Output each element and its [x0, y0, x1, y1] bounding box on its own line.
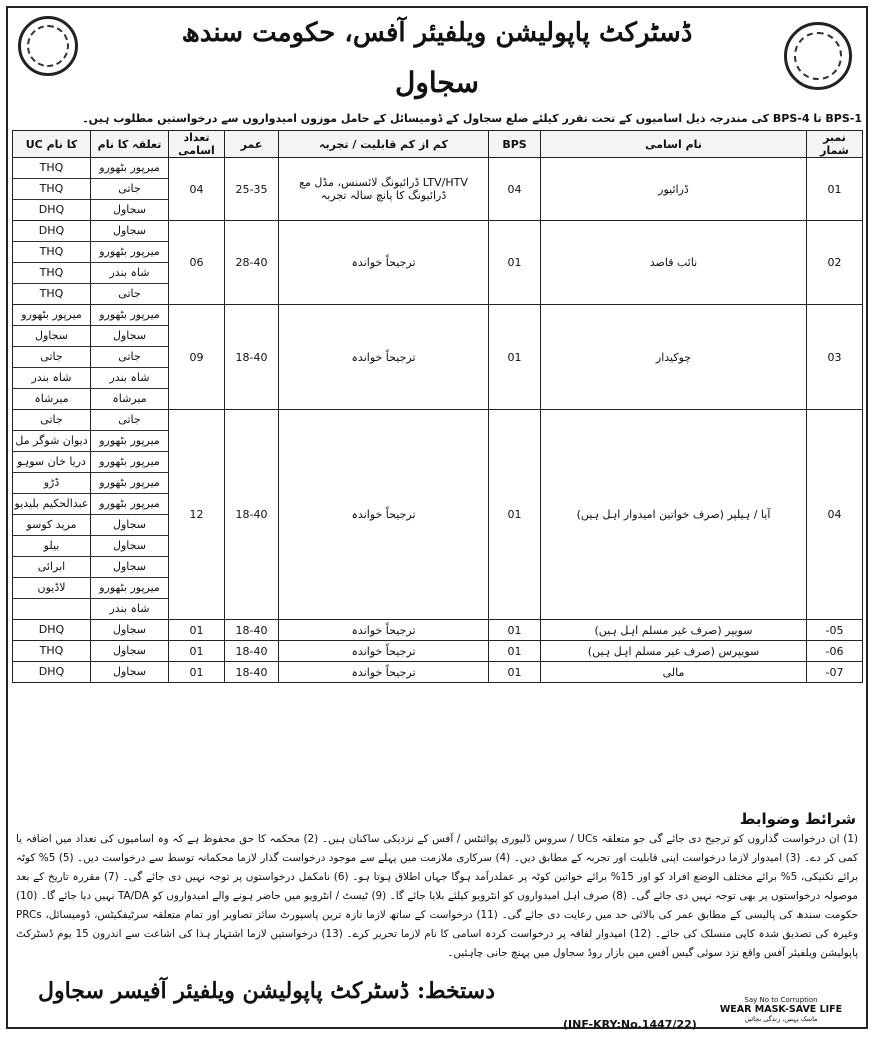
qualification-cell: ترجیحاً خواندہ [279, 305, 489, 410]
count-cell: 09 [169, 305, 225, 410]
slogan-top: Say No to Corruption [744, 996, 818, 1004]
taluka-cell [91, 641, 169, 662]
uc-cell-item: DHQ [38, 203, 65, 216]
taluka-cell-item: سجاول [113, 203, 146, 216]
post-cell: سویپر (صرف غیر مسلم اہل ہیں) [541, 620, 807, 641]
uc-cell-item: DHQ [13, 221, 90, 242]
uc-cell [13, 641, 91, 662]
bps-cell: 01 [489, 620, 541, 641]
uc-cell-item [13, 599, 90, 619]
post-cell: چوکیدار [541, 305, 807, 410]
uc-cell-item: مرید کوسو [13, 515, 90, 536]
table-row [13, 158, 863, 221]
serial-cell: -05 [807, 620, 863, 641]
population-welfare-logo-icon [784, 22, 852, 90]
uc-cell-item: THQ [13, 179, 90, 200]
header-age: عمر [225, 131, 279, 158]
reference-number: (INF-KRY:No.1447/22) [563, 1018, 697, 1031]
count-cell: 04 [169, 158, 225, 221]
uc-cell-item: دریا خان سوہو [13, 452, 90, 473]
taluka-cell-item: سجاول [91, 326, 168, 347]
qualification-cell: LTV/HTV ڈرائیونگ لائسنس، مڈل مع ڈرائیونگ کا پانچ سالہ تجربہ [279, 158, 489, 221]
taluka-cell-item: میرپور بٹھورو [91, 452, 168, 473]
taluka-cell-item: میرپور بٹھورو [91, 431, 168, 452]
header-uc: UC کا نام [13, 131, 91, 158]
taluka-cell-item: سجاول [113, 665, 146, 678]
uc-cell-item: جاتی [13, 347, 90, 368]
age-cell: 18-40 [225, 662, 279, 683]
taluka-cell [91, 662, 169, 683]
government-seal-icon [18, 16, 78, 76]
qualification-cell: ترجیحاً خواندہ [279, 221, 489, 305]
serial-cell: 04 [807, 410, 863, 620]
taluka-cell-item: میرپور بٹھورو [91, 305, 168, 326]
uc-cell-item: شاہ بندر [13, 368, 90, 389]
rules-title: شرائط وضوابط [739, 810, 856, 828]
age-cell: 18-40 [225, 305, 279, 410]
taluka-cell-item: جاتی [91, 410, 168, 431]
age-cell: 25-35 [225, 158, 279, 221]
taluka-cell [91, 410, 169, 620]
intro-text: BPS-1 تا BPS-4 کی مندرجہ ذیل اسامیوں کے تحت تقرر کیلئے ضلع سجاول کے ڈومیسائل کے حامل موزوں امیدواروں سے درخواستیں مطلوب ہیں۔ [82, 112, 862, 125]
signature: دستخط: ڈسٹرکٹ پاپولیشن ویلفیئر آفیسر سجاول [38, 978, 496, 1004]
count-cell: 12 [169, 410, 225, 620]
bps-cell: 01 [489, 221, 541, 305]
table-row [13, 221, 863, 305]
post-cell: نائب قاصد [541, 221, 807, 305]
taluka-cell-item: جاتی [91, 179, 168, 200]
age-cell: 18-40 [225, 641, 279, 662]
header-taluka: تعلقہ کا نام [91, 131, 169, 158]
slogan-main: WEAR MASK-SAVE LIFE [719, 1004, 843, 1015]
taluka-cell-item: میرپور بٹھورو [91, 578, 168, 599]
post-cell: مالی [541, 662, 807, 683]
taluka-cell-item: سجاول [91, 221, 168, 242]
count-cell: 01 [169, 662, 225, 683]
taluka-cell-item: سجاول [91, 515, 168, 536]
table-row [13, 662, 863, 683]
header-post: نام اسامی [541, 131, 807, 158]
bps-cell: 01 [489, 305, 541, 410]
bps-cell: 04 [489, 158, 541, 221]
uc-cell-item: THQ [13, 158, 90, 179]
uc-cell-item: DHQ [38, 623, 65, 636]
table-row [13, 305, 863, 410]
table-row [13, 620, 863, 641]
uc-cell-item: بیلو [13, 536, 90, 557]
uc-cell-item: جاتی [13, 410, 90, 431]
table-row [13, 641, 863, 662]
taluka-cell [91, 221, 169, 305]
taluka-cell-item: میرپور بٹھورو [91, 494, 168, 515]
taluka-cell-item: جاتی [91, 347, 168, 368]
uc-cell-item: لاڈیوں [13, 578, 90, 599]
taluka-cell [91, 158, 169, 221]
header-count: تعداد اسامی [169, 131, 225, 158]
header-bps: BPS [489, 131, 541, 158]
uc-cell-item: DHQ [38, 665, 65, 678]
table-row [13, 410, 863, 620]
qualification-cell: ترجیحاً خواندہ [279, 410, 489, 620]
serial-cell: 03 [807, 305, 863, 410]
bps-cell: 01 [489, 410, 541, 620]
age-cell: 18-40 [225, 410, 279, 620]
rules-text: (1) ان درخواست گذاروں کو ترجیح دی جائے گی جو متعلقہ UCs / سروس ڈلیوری پوائنٹس / آفس کے نزدیکی ساکنان ہیں۔ (2) محکمہ کا حق محفوظ ہے کہ وہ اسامیوں کی تعداد میں اضافہ یا کمی کر دے۔ (3) امیدوار لازما درخواست اپنی قابلیت اور تجربہ کے مطابق دیں۔ (4) سرکاری ملازمت میں پہلے سے موجود درخواست گذار لازما محکمانہ توسط سے درخواست دیں۔ (5) 5% کوٹہ برائے تکنیکی، 5% برائے مختلف الوضع افراد کو اور 15% برائے خواتین کوٹہ پر عملدرآمد ہوگا جہاں اطلاق ہوتا ہو۔ (6) نامکمل درخواستوں پر توجہ نہیں دی جائے گی۔ (7) مقررہ تاریخ کے بعد موصولہ درخواستوں پر بھی توجہ نہیں دی جائے گی۔ (8) صرف اہل امیدواروں کو انٹرویو کیلئے بلایا جائے گا۔ (9) ٹیسٹ / انٹرویو میں حاضر ہونے والے امیدواروں کو TA/DA نہیں دیا جائے گا۔ (10) حکومت سندھ کی پالیسی کے مطابق عمر کی بالائی حد میں رعایت دی جائے گی۔ (11) درخواست کے ساتھ لازما تازہ ترین پاسپورٹ سائز تصاویر اور تمام متعلقہ سرٹیفکیٹس، ڈومیسائل، PRCs وغیرہ کی تصدیق شدہ کاپی منسلک کی جائے۔ (12) امیدوار لفافہ پر درخواست کردہ اسامی کا نام لازما تحریر کرے۔ (13) درخواستیں لازما اشتہار ہذا کی اشاعت سے اندرون 15 یوم ڈسٹرکٹ پاپولیشن ویلفیئر آفس واقع نزد سوئی گیس آفس مین بازار روڈ سجاول میں پہنچ جانی چاہئیں۔ [16, 833, 859, 959]
taluka-cell-item: شاہ بندر [91, 263, 168, 284]
uc-cell [13, 662, 91, 683]
qualification-cell: ترجیحاً خواندہ [279, 662, 489, 683]
uc-cell-item: ابرائی [13, 557, 90, 578]
header-serial: نمبر شمار [807, 131, 863, 158]
qualification-cell: ترجیحاً خواندہ [279, 641, 489, 662]
taluka-cell-item: شاہ بندر [91, 368, 168, 389]
qualification-cell: ترجیحاً خواندہ [279, 620, 489, 641]
count-cell: 01 [169, 620, 225, 641]
age-cell: 18-40 [225, 620, 279, 641]
uc-cell-item: THQ [13, 242, 90, 263]
taluka-cell-item: سجاول [113, 644, 146, 657]
uc-cell-item: عبدالحکیم بلیدیو [13, 494, 90, 515]
uc-cell-item: ڈڑو [13, 473, 90, 494]
taluka-cell-item: سجاول [113, 623, 146, 636]
uc-cell [13, 158, 91, 221]
advertisement-page [6, 6, 868, 1029]
count-cell: 01 [169, 641, 225, 662]
slogan-box [706, 996, 856, 1023]
serial-cell: 02 [807, 221, 863, 305]
uc-cell-item: سجاول [13, 326, 90, 347]
taluka-cell-item: جاتی [118, 287, 141, 300]
uc-cell [13, 620, 91, 641]
slogan-urdu: ماسک پہنیں، زندگی بچائیں [744, 1015, 818, 1023]
serial-cell: -06 [807, 641, 863, 662]
age-cell: 28-40 [225, 221, 279, 305]
taluka-cell-item: میرشاہ [112, 392, 147, 405]
vacancy-table [12, 130, 863, 683]
taluka-cell [91, 305, 169, 410]
header-qualification: کم از کم قابلیت / تجربہ [279, 131, 489, 158]
bps-cell: 01 [489, 641, 541, 662]
page-title: ڈسٹرکٹ پاپولیشن ویلفیئر آفس، حکومت سندھ [181, 18, 693, 48]
uc-cell [13, 410, 91, 620]
taluka-cell [91, 620, 169, 641]
taluka-cell-item: میرپور بٹھورو [91, 473, 168, 494]
post-cell: ڈرائیور [541, 158, 807, 221]
taluka-cell-item: سجاول [91, 536, 168, 557]
serial-cell: 01 [807, 158, 863, 221]
taluka-cell-item: میرپور بٹھورو [91, 242, 168, 263]
page-subtitle: سجاول [395, 66, 479, 99]
uc-cell-item: THQ [39, 287, 64, 300]
taluka-cell-item: میرپور بٹھورو [91, 158, 168, 179]
table-header-row [13, 131, 863, 158]
uc-cell [13, 305, 91, 410]
count-cell: 06 [169, 221, 225, 305]
uc-cell-item: دیوان شوگر مل [13, 431, 90, 452]
taluka-cell-item: شاہ بندر [109, 602, 150, 615]
uc-cell-item: THQ [39, 644, 64, 657]
post-cell: آیا / ہیلپر (صرف خواتین امیدوار اہل ہیں) [541, 410, 807, 620]
uc-cell-item: میرشاہ [34, 392, 69, 405]
taluka-cell-item: سجاول [91, 557, 168, 578]
uc-cell-item: میرپور بٹھورو [13, 305, 90, 326]
serial-cell: -07 [807, 662, 863, 683]
uc-cell-item: THQ [13, 263, 90, 284]
post-cell: سویپرس (صرف غیر مسلم اہل ہیں) [541, 641, 807, 662]
bps-cell: 01 [489, 662, 541, 683]
uc-cell [13, 221, 91, 305]
